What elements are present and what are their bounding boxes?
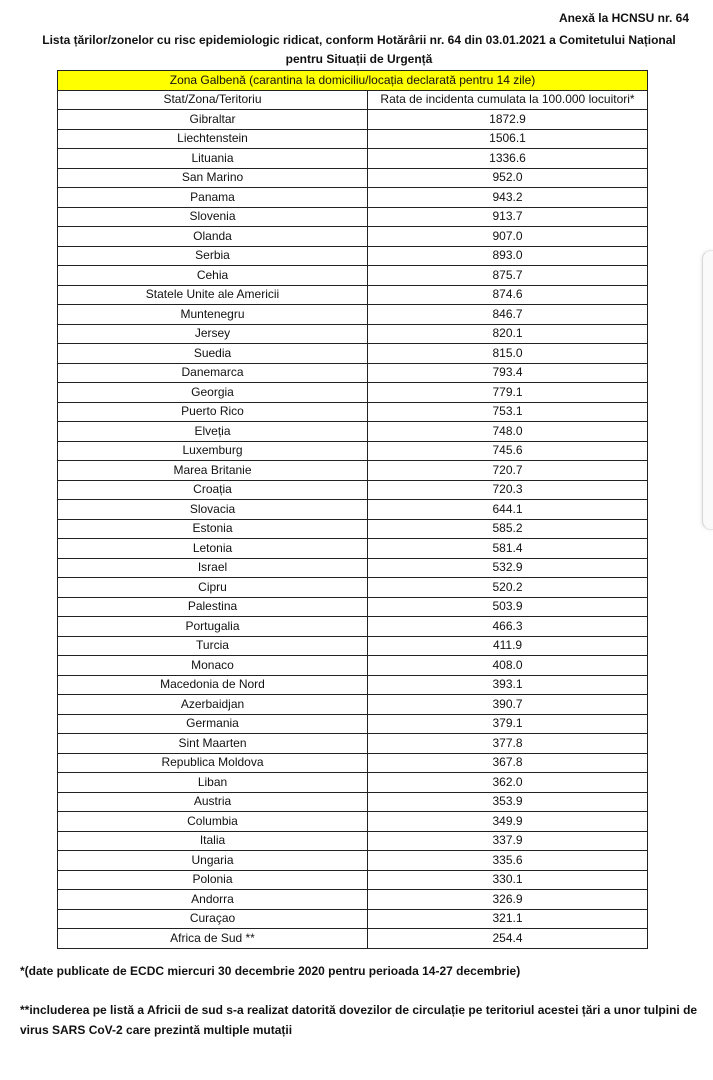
table-row <box>58 656 648 676</box>
table-row <box>58 441 648 461</box>
annex-label: Anexă la HCNSU nr. 64 <box>558 11 689 25</box>
table-row <box>58 714 648 734</box>
rate-cell: 532.9 <box>368 558 648 578</box>
table-row <box>58 636 648 656</box>
rate-cell: 585.2 <box>368 519 648 539</box>
rate-cell: 335.6 <box>368 851 648 871</box>
column-header-row <box>58 90 648 110</box>
rate-cell: 254.4 <box>368 929 648 949</box>
country-cell: Panama <box>58 188 368 208</box>
table-row <box>58 597 648 617</box>
rate-cell: 745.6 <box>368 441 648 461</box>
rate-cell: 353.9 <box>368 792 648 812</box>
table-row <box>58 480 648 500</box>
table-row <box>58 188 648 208</box>
country-cell: Cipru <box>58 578 368 598</box>
table-row <box>58 812 648 832</box>
table-row <box>58 890 648 910</box>
rate-cell: 720.7 <box>368 461 648 481</box>
country-cell: Olanda <box>58 227 368 247</box>
rate-cell: 779.1 <box>368 383 648 403</box>
country-cell: Luxemburg <box>58 441 368 461</box>
country-cell: Elveția <box>58 422 368 442</box>
rate-cell: 913.7 <box>368 207 648 227</box>
country-cell: Ungaria <box>58 851 368 871</box>
table-row <box>58 461 648 481</box>
country-cell: San Marino <box>58 168 368 188</box>
table-row <box>58 870 648 890</box>
rate-cell: 893.0 <box>368 246 648 266</box>
country-cell: Sint Maarten <box>58 734 368 754</box>
table-row <box>58 363 648 383</box>
rate-cell: 379.1 <box>368 714 648 734</box>
country-cell: Croația <box>58 480 368 500</box>
rate-cell: 503.9 <box>368 597 648 617</box>
rate-cell: 1506.1 <box>368 129 648 149</box>
country-cell: Letonia <box>58 539 368 559</box>
rate-cell: 326.9 <box>368 890 648 910</box>
country-cell: Turcia <box>58 636 368 656</box>
rate-cell: 952.0 <box>368 168 648 188</box>
country-cell: Germania <box>58 714 368 734</box>
rate-cell: 720.3 <box>368 480 648 500</box>
table-row <box>58 207 648 227</box>
country-cell: Slovenia <box>58 207 368 227</box>
rate-cell: 337.9 <box>368 831 648 851</box>
table-body <box>58 110 648 949</box>
rate-cell: 377.8 <box>368 734 648 754</box>
risk-countries-table <box>57 70 648 949</box>
country-cell: Estonia <box>58 519 368 539</box>
country-cell: Monaco <box>58 656 368 676</box>
table-row <box>58 227 648 247</box>
table-row <box>58 695 648 715</box>
country-cell: Danemarca <box>58 363 368 383</box>
table-row <box>58 851 648 871</box>
rate-cell: 793.4 <box>368 363 648 383</box>
country-cell: Gibraltar <box>58 110 368 130</box>
table-row <box>58 773 648 793</box>
country-cell: Azerbaidjan <box>58 695 368 715</box>
table-row <box>58 285 648 305</box>
rate-cell: 907.0 <box>368 227 648 247</box>
table-row <box>58 324 648 344</box>
table-row <box>58 578 648 598</box>
table-row <box>58 558 648 578</box>
rate-cell: 367.8 <box>368 753 648 773</box>
table-row <box>58 792 648 812</box>
rate-cell: 349.9 <box>368 812 648 832</box>
zone-header-row <box>58 71 648 91</box>
country-cell: Serbia <box>58 246 368 266</box>
document-title-line2: pentru Situații de Urgență <box>285 52 433 66</box>
country-cell: Lituania <box>58 149 368 169</box>
table-row <box>58 110 648 130</box>
country-cell: Jersey <box>58 324 368 344</box>
country-cell: Italia <box>58 831 368 851</box>
country-cell: Cehia <box>58 266 368 286</box>
zone-label: Zona Galbenă (carantina la domiciliu/locația declarată pentru 14 zile) <box>58 71 648 91</box>
country-cell: Republica Moldova <box>58 753 368 773</box>
country-cell: Macedonia de Nord <box>58 675 368 695</box>
table-row <box>58 519 648 539</box>
country-cell: Polonia <box>58 870 368 890</box>
footnote-data-source: *(date publicate de ECDC miercuri 30 decembrie 2020 pentru perioada 14-27 decembrie) <box>20 964 521 978</box>
rate-cell: 330.1 <box>368 870 648 890</box>
table-row <box>58 831 648 851</box>
rate-cell: 390.7 <box>368 695 648 715</box>
rate-cell: 321.1 <box>368 909 648 929</box>
rate-cell: 874.6 <box>368 285 648 305</box>
country-cell: Israel <box>58 558 368 578</box>
rate-cell: 753.1 <box>368 402 648 422</box>
country-cell: Curaçao <box>58 909 368 929</box>
rate-cell: 748.0 <box>368 422 648 442</box>
country-cell: Africa de Sud ** <box>58 929 368 949</box>
table-row <box>58 246 648 266</box>
column-header-rate: Rata de incidenta cumulata la 100.000 locuitori* <box>368 90 648 110</box>
country-cell: Slovacia <box>58 500 368 520</box>
country-cell: Georgia <box>58 383 368 403</box>
table-row <box>58 753 648 773</box>
table-row <box>58 675 648 695</box>
country-cell: Muntenegru <box>58 305 368 325</box>
rate-cell: 520.2 <box>368 578 648 598</box>
table-row <box>58 344 648 364</box>
document-title-line1: Lista țărilor/zonelor cu risc epidemiologic ridicat, conform Hotărârii nr. 64 din 03.01.2021 a Comitetului Național <box>42 33 676 47</box>
table-row <box>58 539 648 559</box>
rate-cell: 393.1 <box>368 675 648 695</box>
country-cell: Portugalia <box>58 617 368 637</box>
country-cell: Andorra <box>58 890 368 910</box>
document-title <box>18 31 700 69</box>
rate-cell: 815.0 <box>368 344 648 364</box>
rate-cell: 408.0 <box>368 656 648 676</box>
table-row <box>58 402 648 422</box>
country-cell: Palestina <box>58 597 368 617</box>
country-cell: Liechtenstein <box>58 129 368 149</box>
rate-cell: 875.7 <box>368 266 648 286</box>
country-cell: Puerto Rico <box>58 402 368 422</box>
country-cell: Columbia <box>58 812 368 832</box>
table-row <box>58 734 648 754</box>
column-header-country: Stat/Zona/Teritoriu <box>58 90 368 110</box>
country-cell: Marea Britanie <box>58 461 368 481</box>
table-row <box>58 168 648 188</box>
rate-cell: 466.3 <box>368 617 648 637</box>
rate-cell: 846.7 <box>368 305 648 325</box>
footnote-south-africa: **includerea pe listă a Africii de sud s-a realizat datorită dovezilor de circulație pe teritoriul acestei țări a unor tulpini de virus SARS CoV-2 care prezintă multiple mutații <box>20 1003 698 1037</box>
rate-cell: 362.0 <box>368 773 648 793</box>
rate-cell: 581.4 <box>368 539 648 559</box>
country-cell: Suedia <box>58 344 368 364</box>
country-cell: Liban <box>58 773 368 793</box>
rate-cell: 1336.6 <box>368 149 648 169</box>
table-row <box>58 929 648 949</box>
country-cell: Statele Unite ale Americii <box>58 285 368 305</box>
page-edge-handle[interactable] <box>702 250 713 530</box>
table-row <box>58 909 648 929</box>
country-cell: Austria <box>58 792 368 812</box>
rate-cell: 820.1 <box>368 324 648 344</box>
table-row <box>58 266 648 286</box>
table-row <box>58 129 648 149</box>
table-row <box>58 617 648 637</box>
rate-cell: 644.1 <box>368 500 648 520</box>
table-row <box>58 500 648 520</box>
rate-cell: 1872.9 <box>368 110 648 130</box>
table-row <box>58 383 648 403</box>
rate-cell: 411.9 <box>368 636 648 656</box>
table-row <box>58 149 648 169</box>
rate-cell: 943.2 <box>368 188 648 208</box>
table-row <box>58 305 648 325</box>
table-row <box>58 422 648 442</box>
